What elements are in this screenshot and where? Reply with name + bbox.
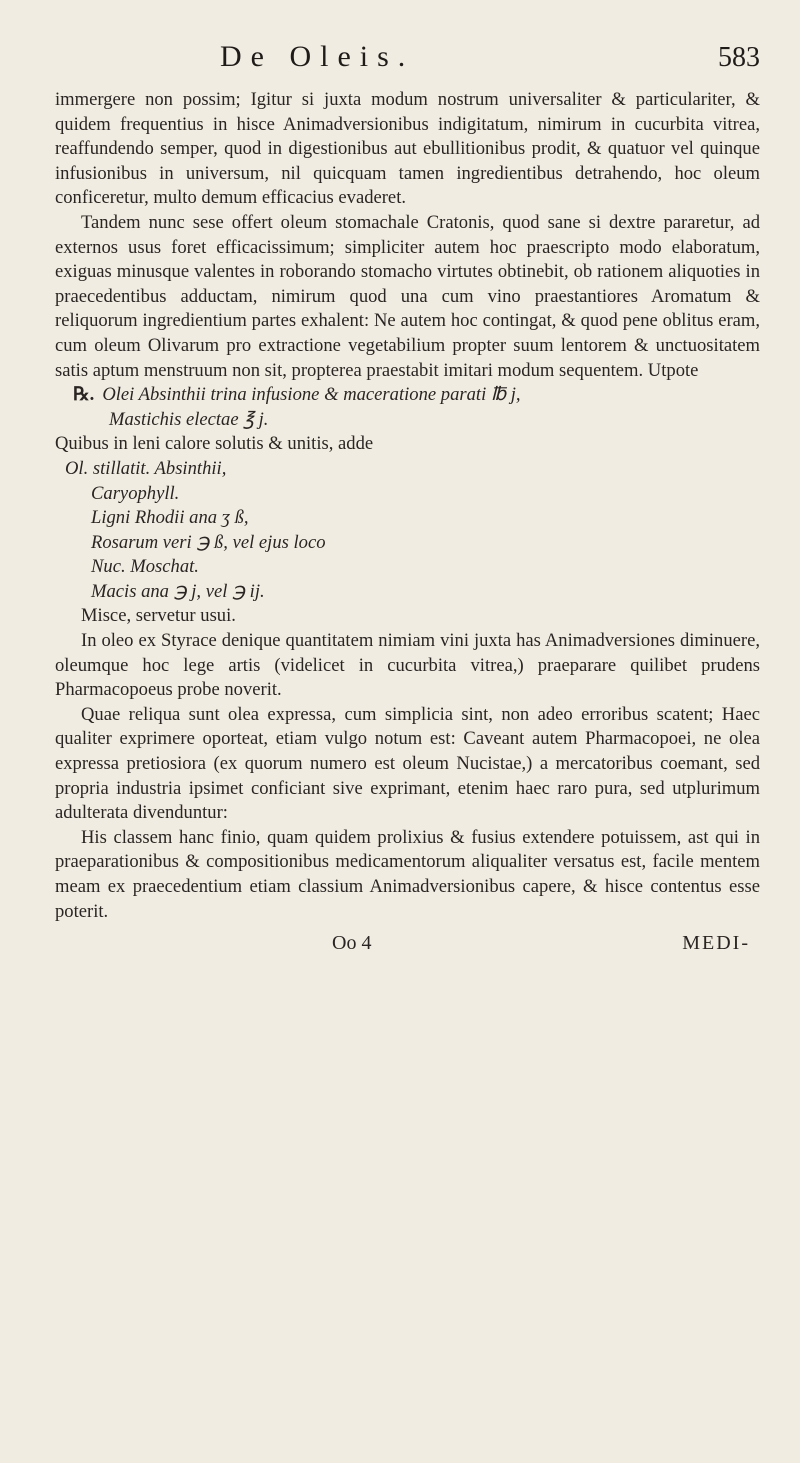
catchword: MEDI- [682,932,750,955]
recipe-symbol: ℞. [73,384,95,406]
recipe-line-1 [73,383,760,408]
paragraph-6: Quae reliqua sunt olea expressa, cum simplicia sint, non adeo erroribus scatent; Haec qualiter exprimere oporteat, etiam vulgo notum est: Caveant autem Pharmacopoei, ne olea expressa pretiosiora (ex quorum numero est oleum Nucistae,) a mercatoribus coemant, sed propria industria ipsimet conficiant sive exprimant, etenim haec raro pura, sed utplurimum adulterata divenduntur: [55,703,760,824]
ingredient-list [55,457,760,605]
recipe [73,383,760,432]
paragraph-2: Tandem nunc sese offert oleum stomachale Cratonis, quod sane si dextre pararetur, ad externos usus foret efficacissimum; simpliciter autem hoc praescripto modo elaboratum, exiguas minusque valentes in roborando stomacho virtutes obtinebit, ob rationem aliquoties in praecedentibus adductam, nimirum quod una cum vino praestantiores Aromatum & reliquorum ingredientium partes exhalent: Ne autem hoc contingat, & quod pene oblitus eram, cum oleum Olivarum pro extractione vegetabilium propter suum lentorem & unctuositatem satis aptum menstruum non sit, propterea praestabit imitari modum sequentem. Utpote [55,211,760,381]
document-page [55,40,760,962]
page-footer [55,932,760,962]
paragraph-7: His classem hanc finio, quam quidem prolixius & fusius extendere potuissem, ast qui in praeparationibus & compositionibus medicamentorum aliqualiter versatus est, facile mentem meam ex praecedentium etiam classium Animadversionibus capere, & hisce contentus esse poterit. [55,826,760,922]
paragraph-4: Misce, servetur usui. [81,605,236,627]
recipe-line-2: Mastichis electae ℥ j. [109,408,269,430]
paragraph-5: In oleo ex Styrace denique quantitatem nimiam vini juxta has Animadversiones diminuere, oleumque hoc lege artis (videlicet in cucurbita vitrea,) praeparare quilibet prudens Pharmacopoeus probe noverit. [55,630,760,701]
ingredient-item: Caryophyll. [91,482,180,504]
ingredient-item: Macis ana ℈ j, vel ℈ ij. [91,580,265,602]
ingredient-item: Ligni Rhodii ana ʒ ß, [91,507,249,529]
ingredient-item: Ol. stillatit. Absinthii, [65,457,227,479]
ingredient-item: Rosarum veri ℈ ß, vel ejus loco [91,531,326,553]
page-number: 583 [718,42,760,73]
running-title: De Oleis. [220,40,415,73]
paragraph-1: immergere non possim; Igitur si juxta modum nostrum universaliter & particulariter, & quidem frequentius in hisce Animadversionibus indigitatum, nimirum in cucurbita vitrea, reaffundendo semper, quod in digestionibus aut ebullitionibus prodit, & quatuor vel quinque infusionibus in universum, nil quicquam tamen ingredientibus detrahendo, hoc oleum conficeretur, multo demum efficacius evaderet. [55,89,760,209]
page-header [55,40,760,88]
paragraph-3: Quibus in leni calore solutis & unitis, adde [55,433,374,455]
recipe-text-1: Olei Absinthii trina infusione & maceratione parati ℔ j, [102,384,521,406]
ingredient-item: Nuc. Moschat. [91,556,199,578]
body-text [55,88,760,924]
signature-mark: Oo 4 [332,932,372,955]
